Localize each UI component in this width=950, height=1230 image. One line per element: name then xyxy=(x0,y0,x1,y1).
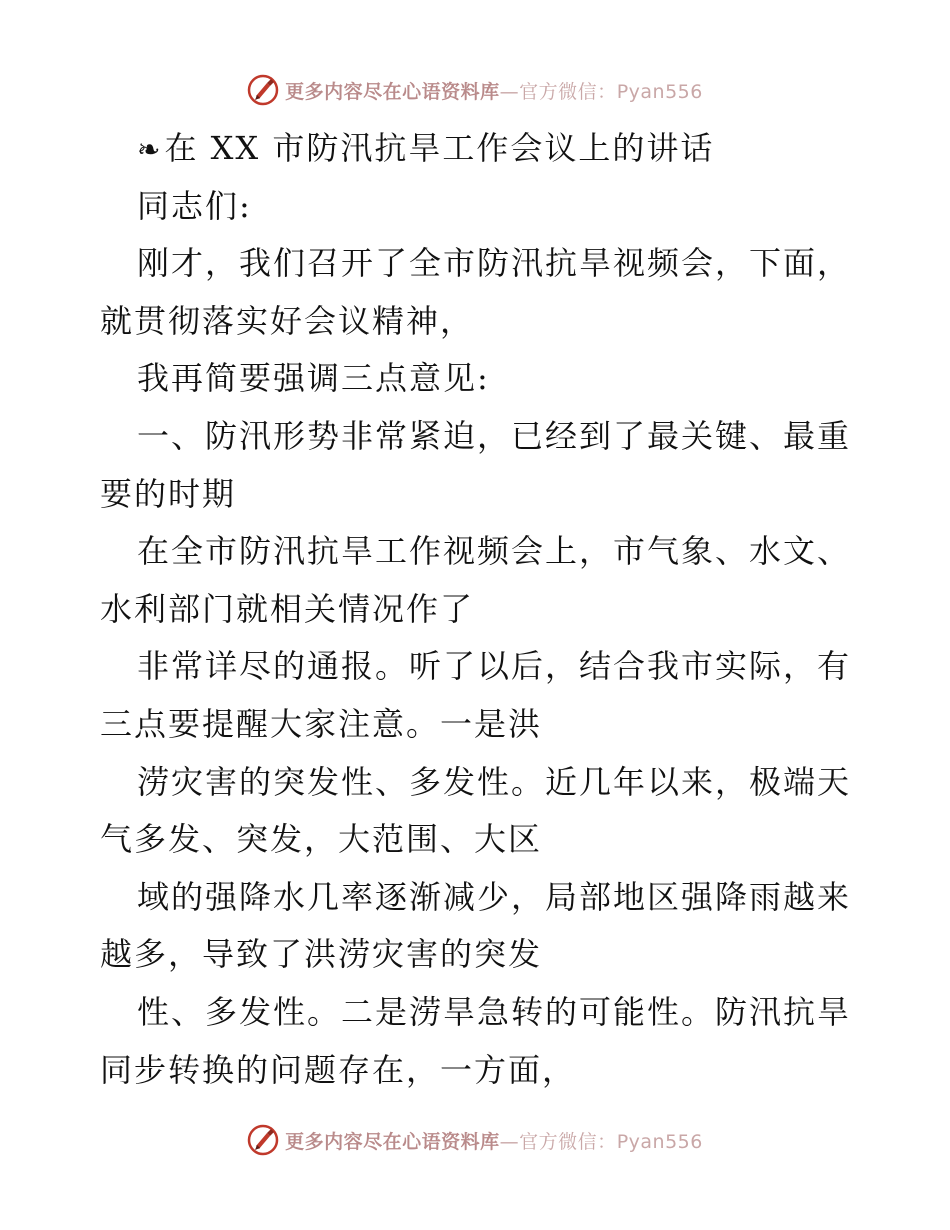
paragraph-line xyxy=(100,984,860,1042)
paragraph-line xyxy=(100,350,860,408)
paragraph-line xyxy=(100,696,860,754)
line-text: 在 XX 市防汛抗旱工作会议上的讲话 xyxy=(164,129,715,167)
paragraph-line xyxy=(100,926,860,984)
line-text: 刚才，我们召开了全市防汛抗旱视频会，下面， xyxy=(137,244,852,283)
paragraph-line xyxy=(100,178,860,236)
paragraph-line xyxy=(100,466,860,524)
line-text: 就贯彻落实好会议精神， xyxy=(100,301,475,340)
line-text: 越多，导致了洪涝灾害的突发 xyxy=(100,935,543,974)
paragraph-line xyxy=(100,293,860,351)
line-text: 性、多发性。二是涝旱急转的可能性。防汛抗旱 xyxy=(137,992,852,1031)
curl-ornament-icon: ❧ xyxy=(137,133,163,166)
line-text: 域的强降水几率逐渐减少，局部地区强降雨越来 xyxy=(137,877,852,916)
banner-main-text: 更多内容尽在心语资料库 xyxy=(285,80,500,103)
banner-official-label: 官方微信： xyxy=(519,80,617,103)
banner-wechat-id: Pyan556 xyxy=(616,1130,703,1153)
line-text: 非常详尽的通报。听了以后，结合我市实际，有 xyxy=(137,647,852,686)
banner-wechat-id: Pyan556 xyxy=(616,80,703,103)
brand-logo-icon xyxy=(247,1124,279,1156)
line-text: 水利部门就相关情况作了 xyxy=(100,589,475,628)
line-text: 一、防汛形势非常紧迫，已经到了最关键、最重 xyxy=(137,416,852,455)
banner-separator: — xyxy=(499,1130,520,1153)
line-text: 同志们: xyxy=(137,186,252,225)
watermark-banner-top xyxy=(0,70,950,110)
line-text: 要的时期 xyxy=(100,474,237,513)
banner-main-text: 更多内容尽在心语资料库 xyxy=(285,1130,500,1153)
paragraph-line xyxy=(100,869,860,927)
paragraph-line xyxy=(100,523,860,581)
line-text: 三点要提醒大家注意。一是洪 xyxy=(100,704,543,743)
paragraph-line xyxy=(100,235,860,293)
paragraph-line xyxy=(100,754,860,812)
banner-official-label: 官方微信： xyxy=(519,1130,617,1153)
document-title xyxy=(100,120,860,178)
document-body xyxy=(100,120,860,1099)
line-text: 气多发、突发，大范围、大区 xyxy=(100,820,543,859)
line-text: 我再简要强调三点意见: xyxy=(137,359,490,398)
line-text: 涝灾害的突发性、多发性。近几年以来，极端天 xyxy=(137,762,852,801)
paragraph-line xyxy=(100,638,860,696)
brand-logo-icon xyxy=(247,74,279,106)
paragraph-line xyxy=(100,1042,860,1100)
watermark-banner-bottom xyxy=(0,1120,950,1160)
banner-separator: — xyxy=(499,80,520,103)
paragraph-line xyxy=(100,581,860,639)
line-text: 在全市防汛抗旱工作视频会上，市气象、水文、 xyxy=(137,532,852,571)
paragraph-line xyxy=(100,811,860,869)
paragraph-line xyxy=(100,408,860,466)
line-text: 同步转换的问题存在，一方面， xyxy=(100,1050,577,1089)
